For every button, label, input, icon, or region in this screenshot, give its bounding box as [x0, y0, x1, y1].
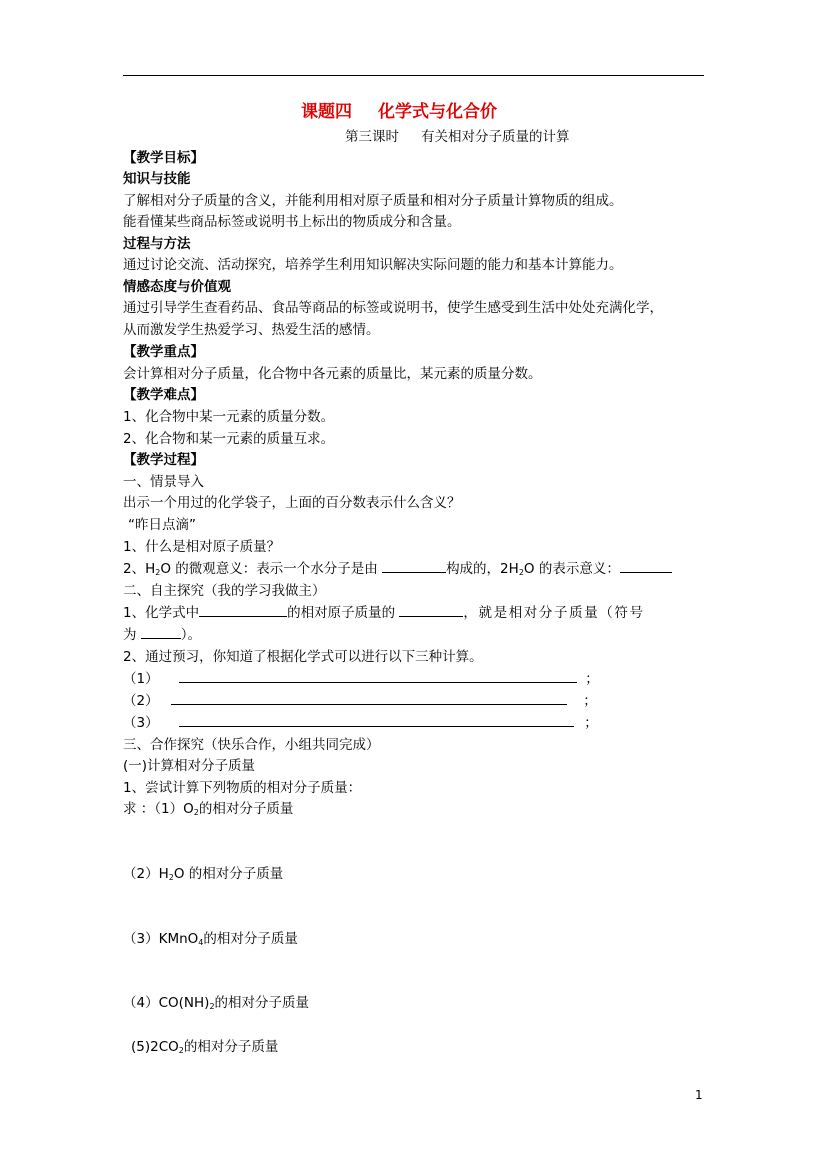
section-3-heading: 三、合作探究（快乐合作，小组共同完成）: [123, 737, 380, 753]
s2q1-text-e: 为: [123, 627, 137, 643]
q2-blank-2[interactable]: [620, 560, 672, 573]
try-calc-instruction: 1、尝试计算下列物质的相对分子质量：: [123, 780, 362, 796]
section-2-question-1: [123, 604, 704, 622]
q2-subscript-1: 2: [155, 568, 161, 577]
calc-item-5: [131, 1038, 278, 1056]
knowledge-line-1: 了解相对分子质量的含义，并能利用相对原子质量和相对分子质量计算物质的组成。: [123, 193, 623, 209]
calc-item-3-text-b: 的相对分子质量: [203, 931, 298, 947]
s2q1-text-d: ，就是相对分子质量（符号: [463, 605, 645, 621]
calc-blank-label-1: （1）: [123, 671, 159, 687]
calc-item-2-text-a: （2）H: [123, 866, 169, 882]
yesterday-heading: “昨日点滴”: [128, 517, 196, 533]
calc-blank-row-1: [123, 670, 599, 688]
calc-item-4: [123, 994, 309, 1012]
calc-item-2-text-b: O 的相对分子质量: [173, 866, 284, 882]
calc-item-1-subscript: 2: [193, 808, 199, 817]
calc-item-4-text-a: （4）CO(NH): [123, 995, 210, 1011]
subtitle-part-2: 有关相对分子质量的计算: [421, 129, 570, 145]
objectives-heading: 【教学目标】: [123, 150, 204, 166]
question-2: [123, 560, 672, 578]
calc-blank-semicolon-1: ；: [585, 671, 599, 687]
calc-blank-row-3: [123, 714, 598, 732]
subtitle-part-1: 第三课时: [345, 129, 399, 145]
s2q1-text-f: ）。: [180, 627, 202, 643]
calc-blank-semicolon-2: ；: [583, 693, 597, 709]
s2q1-text-b: 的相对: [287, 605, 328, 621]
calc-item-3: [123, 930, 298, 948]
calc-blank-semicolon-3: ；: [584, 715, 598, 731]
q2-blank-1[interactable]: [382, 560, 446, 573]
sub-section-1: (一)计算相对分子质量: [123, 758, 256, 774]
s2q1-text-a: 1、化学式中: [123, 605, 200, 621]
title-part-1: 课题四: [301, 102, 352, 122]
difficulties-heading: 【教学难点】: [123, 387, 204, 403]
calc-item-2: [123, 865, 283, 883]
calc-item-1: [123, 800, 293, 818]
calc-item-5-text-b: 的相对分子质量: [183, 1039, 279, 1055]
question-1: 1、什么是相对原子质量？: [123, 539, 281, 555]
section-2-question-1-cont: [123, 626, 201, 644]
knowledge-line-2: 能看懂某些商品标签或说明书上标出的物质成分和含量。: [123, 214, 461, 230]
subtitle: [345, 128, 570, 146]
calc-blank-line-3[interactable]: [179, 714, 574, 727]
calc-blank-label-2: （2）: [123, 693, 159, 709]
calc-item-4-subscript: 2: [209, 1002, 215, 1011]
process-heading: 过程与方法: [123, 236, 191, 252]
attitude-line-1: 通过引导学生查看药品、食品等商品的标签或说明书，使学生感受到生活中处处充满化学，: [123, 300, 663, 316]
s2q1-blank-1[interactable]: [199, 604, 287, 617]
page-number: 1: [695, 1088, 703, 1102]
attitude-heading: 情感态度与价值观: [123, 279, 231, 295]
calc-item-3-subscript: 4: [198, 938, 204, 947]
calc-blank-line-1[interactable]: [179, 670, 577, 683]
q2-subscript-2: 2: [518, 568, 524, 577]
calc-item-5-subscript: 2: [178, 1046, 184, 1055]
difficulty-item-2: 2、化合物和某一元素的质量互求。: [123, 431, 335, 447]
section-1-heading: 一、情景导入: [123, 474, 204, 490]
process-section-heading: 【教学过程】: [123, 452, 204, 468]
q2-text-b: O 的微观意义：表示一个水分子是由: [160, 561, 378, 577]
key-points-text: 会计算相对分子质量，化合物中各元素的质量比，某元素的质量分数。: [123, 366, 542, 382]
process-line-1: 通过讨论交流、活动探究，培养学生利用知识解决实际问题的能力和基本计算能力。: [123, 257, 623, 273]
q2-text-d: O 的表示意义：: [523, 561, 620, 577]
page-title: [301, 103, 497, 121]
section-2-question-2: 2、通过预习，你知道了根据化学式可以进行以下三种计算。: [123, 649, 483, 665]
header-rule: [123, 75, 704, 76]
s2q1-blank-3[interactable]: [141, 626, 181, 639]
key-points-heading: 【教学重点】: [123, 344, 204, 360]
s2q1-blank-2[interactable]: [399, 604, 463, 617]
q2-text-c: 构成的，2H: [446, 561, 519, 577]
intro-question: 出示一个用过的化学袋子，上面的百分数表示什么含义？: [123, 495, 461, 511]
calc-item-3-text-a: （3）KMnO: [123, 931, 199, 947]
difficulty-item-1: 1、化合物中某一元素的质量分数。: [123, 409, 335, 425]
calc-item-1-text-a: 求 ：（1）O: [123, 801, 194, 817]
calc-item-1-text-b: 的相对分子质量: [198, 801, 294, 817]
calc-item-2-subscript: 2: [168, 873, 174, 882]
s2q1-text-c: 原子质量的: [327, 605, 396, 621]
section-2-heading: 二、自主探究（我的学习我做主）: [123, 583, 326, 599]
calc-item-4-text-b: 的相对分子质量: [214, 995, 310, 1011]
attitude-line-2: 从而激发学生热爱学习、热爱生活的感情。: [123, 322, 380, 338]
calc-item-5-text-a: (5)2CO: [131, 1039, 179, 1055]
knowledge-heading: 知识与技能: [123, 171, 191, 187]
calc-blank-row-2: [123, 692, 597, 710]
title-part-2: 化学式与化合价: [378, 102, 497, 122]
calc-blank-line-2[interactable]: [171, 692, 567, 705]
calc-blank-label-3: （3）: [123, 715, 159, 731]
q2-text-a: 2、H: [123, 561, 156, 577]
